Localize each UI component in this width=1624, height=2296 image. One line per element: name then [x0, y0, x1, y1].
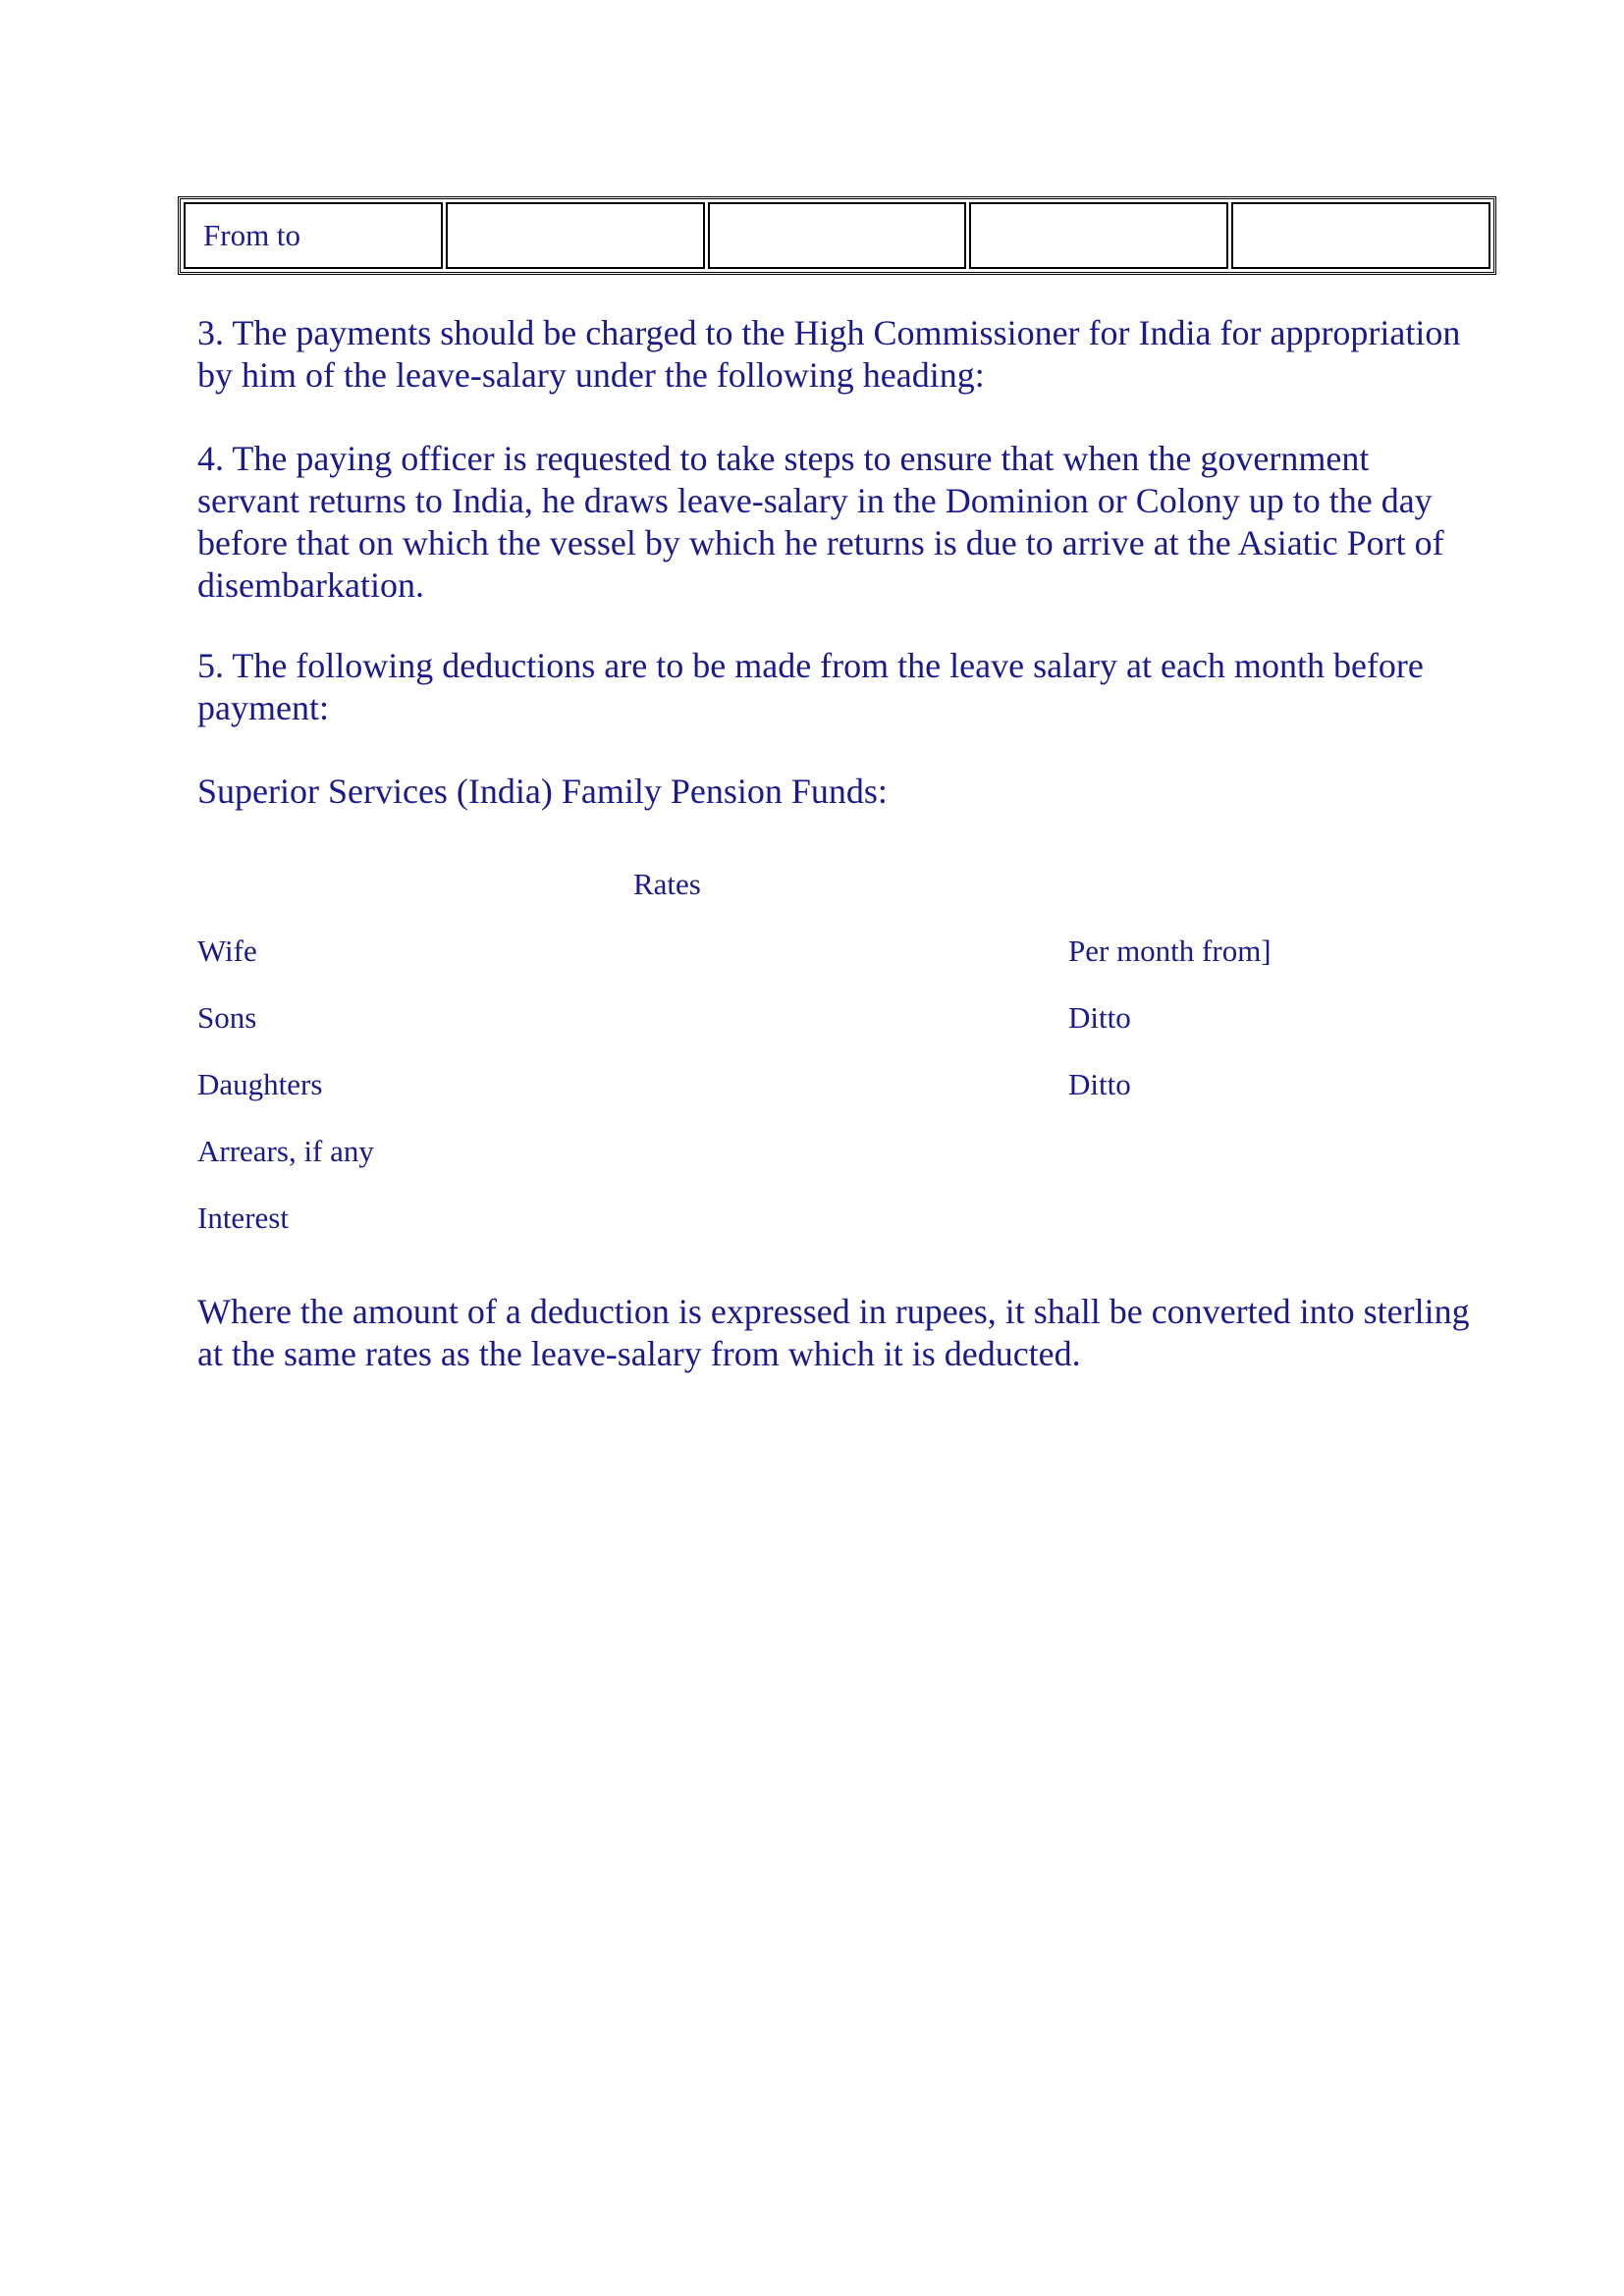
table-row [184, 202, 1490, 269]
rate-note-daughters: Ditto [1068, 1067, 1131, 1101]
fund-heading: Superior Services (India) Family Pension Funds: [197, 772, 888, 811]
rate-label-interest: Interest [197, 1201, 289, 1235]
rate-note-sons: Ditto [1068, 1000, 1131, 1035]
rates-heading: Rates [633, 867, 701, 901]
table-cell-empty [708, 202, 967, 269]
rate-label-wife: Wife [197, 934, 257, 968]
rate-label-sons: Sons [197, 1000, 257, 1035]
table-cell-empty [969, 202, 1228, 269]
rate-label-daughters: Daughters [197, 1067, 323, 1101]
table-cell-empty [1231, 202, 1490, 269]
closing-paragraph: Where the amount of a deduction is expressed in rupees, it shall be converted into sterling at the same rates as the leave-salary from which it is deducted. [197, 1292, 1470, 1373]
paragraph-5: 5. The following deductions are to be made from the leave salary at each month before payment: [197, 646, 1424, 727]
paragraph-3: 3. The payments should be charged to the High Commissioner for India for appropriation by him of the leave-salary under the following heading: [197, 313, 1461, 395]
table-cell-empty [446, 202, 705, 269]
table-cell-from-to: From to [184, 202, 443, 269]
rate-label-arrears: Arrears, if any [197, 1134, 374, 1168]
rate-note-wife: Per month from] [1068, 934, 1272, 968]
from-to-table [178, 196, 1496, 275]
paragraph-4: 4. The paying officer is requested to take steps to ensure that when the government servant returns to India, he draws leave-salary in the Dominion or Colony up to the day before that on which the vessel by which he returns is due to arrive at the Asiatic Port of disembarkation. [197, 439, 1444, 605]
